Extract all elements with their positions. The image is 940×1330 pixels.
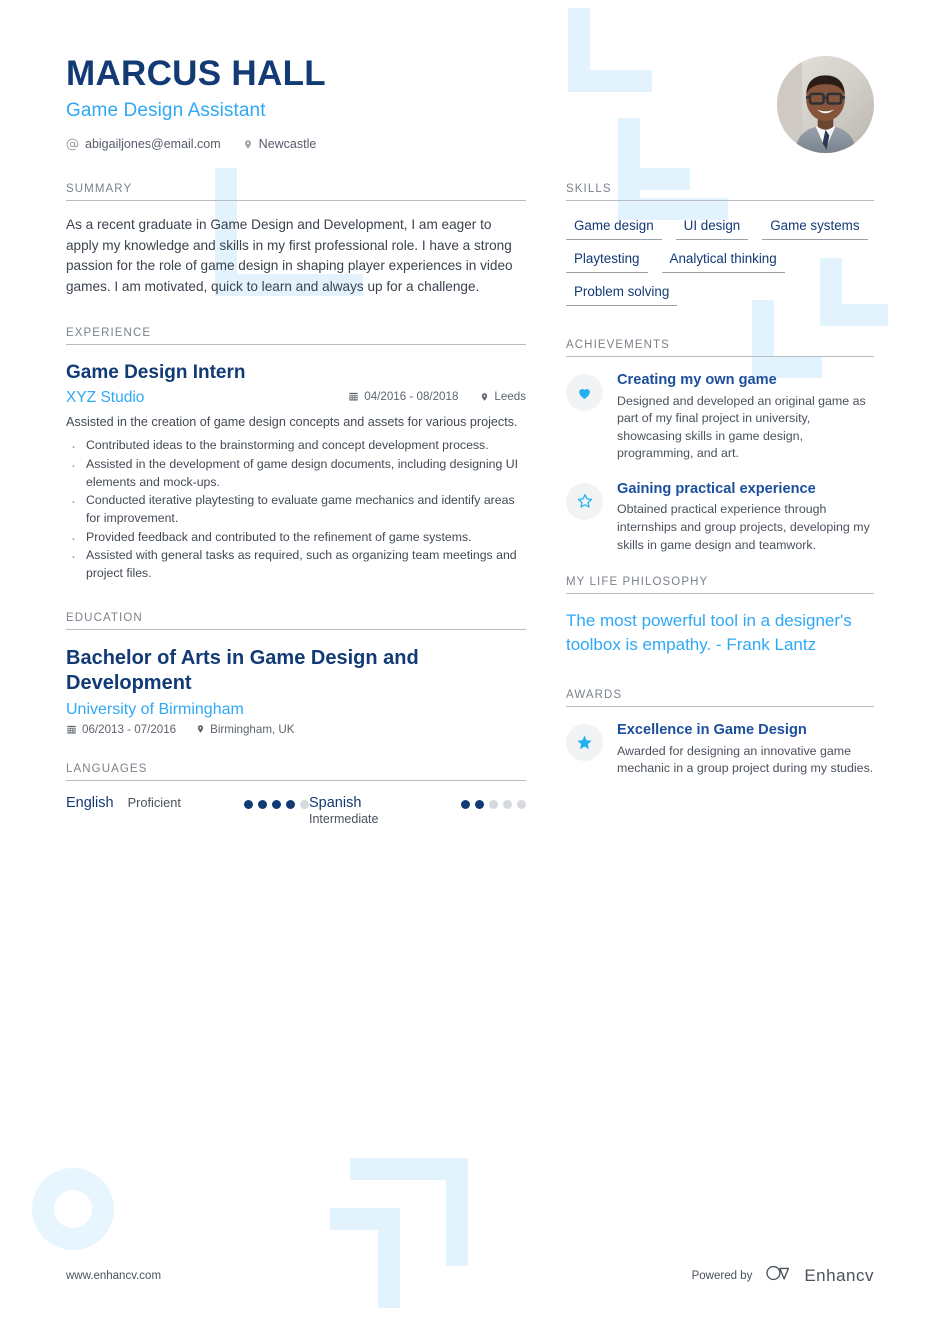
language-rating-spanish (461, 795, 526, 809)
list-item: · Assisted in the development of game design documents, including designing UI elements and mock-ups. (66, 456, 526, 491)
education-location (196, 723, 294, 736)
right-column (566, 183, 874, 796)
section-title-summary: SUMMARY (66, 183, 133, 195)
language-level: Intermediate (309, 811, 379, 826)
skill-chip: Game design (566, 215, 662, 240)
left-column (66, 183, 526, 830)
education-dates-text: 06/2013 - 07/2016 (82, 722, 177, 736)
section-title-achievements: ACHIEVEMENTS (566, 339, 670, 351)
footer-brand-block (692, 1263, 874, 1288)
section-summary (66, 183, 526, 298)
language-list (66, 795, 526, 826)
job-role-subtitle: Game Design Assistant (66, 100, 266, 122)
experience-location (480, 390, 526, 403)
contact-location (243, 137, 317, 151)
experience-description: Assisted in the creation of game design concepts and assets for various projects. (66, 415, 518, 430)
rating-dot (300, 800, 309, 809)
section-title-experience: EXPERIENCE (66, 326, 152, 339)
section-title-education: EDUCATION (66, 611, 143, 624)
resume-header (66, 48, 874, 153)
skill-chip: Game systems (762, 215, 867, 240)
powered-by-label: Powered by (691, 1269, 753, 1282)
language-name: Spanish (309, 794, 362, 811)
map-pin-icon (243, 138, 253, 151)
achievement-text (617, 372, 874, 463)
section-education (66, 612, 526, 736)
section-title-awards: AWARDS (566, 689, 623, 702)
list-item: · Assisted with general tasks as required, such as organizing team meetings and project files. (66, 547, 526, 582)
award-title: Excellence in Game Design (617, 722, 807, 739)
skill-chip: Problem solving (566, 281, 677, 306)
enhancv-logo (764, 1263, 874, 1288)
language-item-english (66, 795, 309, 826)
at-icon (66, 138, 79, 151)
language-level-block (128, 795, 230, 810)
resume-body (66, 183, 874, 830)
star-outline-icon (566, 483, 603, 520)
skill-chip: Analytical thinking (662, 248, 785, 273)
rating-dot (286, 800, 295, 809)
rating-dot (475, 800, 484, 809)
experience-meta-group (348, 390, 526, 403)
skill-chip: UI design (676, 215, 749, 240)
experience-company: XYZ Studio (66, 389, 145, 407)
rating-dot (258, 800, 267, 809)
achievement-text (617, 481, 874, 554)
experience-meta-row (66, 389, 526, 407)
rating-dot (503, 800, 512, 809)
language-item-spanish (309, 795, 526, 826)
map-pin-icon (196, 723, 205, 735)
page-title: MARCUS HALL (66, 54, 326, 93)
award-item (566, 722, 874, 778)
contact-email[interactable] (66, 137, 221, 151)
avatar-photo (777, 56, 874, 153)
list-item: · Conducted iterative playtesting to evaluate game mechanics and identify areas for improvement. (66, 492, 526, 527)
language-level: Proficient (127, 794, 181, 810)
rating-dot (272, 800, 281, 809)
language-name: English (66, 794, 114, 811)
experience-entry (66, 361, 526, 583)
rating-dot (489, 800, 498, 809)
achievement-item (566, 372, 874, 463)
achievement-title: Creating my own game (617, 372, 777, 388)
list-item: · Contributed ideas to the brainstorming and concept development process. (66, 437, 526, 455)
calendar-icon (66, 724, 77, 735)
contact-location-text: Newcastle (258, 137, 317, 152)
section-achievements (566, 339, 874, 554)
education-meta-group (66, 723, 295, 736)
contact-row (66, 137, 326, 151)
enhancv-logo-icon (764, 1263, 797, 1288)
skill-chip: Playtesting (566, 248, 648, 273)
education-location-text: Birmingham, UK (210, 722, 295, 736)
section-philosophy (566, 576, 874, 656)
avatar (777, 56, 874, 153)
award-description: Awarded for designing an innovative game mechanic in a group project during my studies. (617, 743, 874, 776)
experience-dates (348, 390, 458, 403)
map-pin-icon (480, 391, 489, 403)
education-degree: Bachelor of Arts in Game Design and Development (66, 646, 419, 694)
section-title-skills: SKILLS (566, 183, 612, 195)
experience-location-text: Leeds (494, 390, 526, 404)
achievement-title: Gaining practical experience (617, 480, 816, 497)
education-dates (66, 723, 176, 736)
experience-job-title: Game Design Intern (66, 361, 246, 383)
header-text-block (66, 48, 326, 151)
skill-list (566, 215, 874, 306)
language-level-block (309, 795, 447, 826)
education-school: University of Birmingham (66, 700, 244, 718)
contact-email-text: abigailjones@email.com (85, 137, 221, 152)
summary-text: As a recent graduate in Game Design and Development, I am eager to apply my knowledge and skills in my first professional role. I have a strong passion for the role of game design in shaping player experiences in video games. I am motivated, quick to learn and always up for a challenge. (66, 217, 513, 294)
rating-dot (517, 800, 526, 809)
heart-icon (566, 374, 603, 411)
experience-bullet-list (66, 437, 526, 583)
section-skills (566, 183, 874, 306)
achievement-item (566, 481, 874, 554)
achievement-description: Designed and developed an original game as part of my final project in university, showcasing skills in game design, programming, and art. (617, 393, 866, 461)
philosophy-quote: The most powerful tool in a designer's toolbox is empathy. - Frank Lantz (566, 611, 852, 654)
list-item: · Provided feedback and contributed to the refinement of game systems. (66, 529, 526, 547)
rating-dot (244, 800, 253, 809)
education-meta-row (66, 723, 526, 736)
section-title-philosophy: MY LIFE PHILOSOPHY (566, 576, 709, 589)
section-awards (566, 689, 874, 778)
star-filled-icon (566, 724, 603, 761)
language-rating-english (244, 795, 309, 809)
rating-dot (461, 800, 470, 809)
section-languages (66, 763, 526, 826)
section-experience (66, 327, 526, 583)
enhancv-logo-text: Enhancv (804, 1265, 874, 1285)
page-footer (66, 1263, 874, 1288)
footer-url[interactable]: www.enhancv.com (66, 1269, 162, 1282)
experience-dates-text: 04/2016 - 08/2018 (364, 390, 459, 404)
award-text (617, 722, 874, 778)
education-entry (66, 646, 526, 736)
section-title-languages: LANGUAGES (66, 762, 148, 775)
calendar-icon (348, 391, 359, 402)
achievement-description: Obtained practical experience through internships and group projects, developing my skills in game design and teamwork. (617, 502, 870, 552)
